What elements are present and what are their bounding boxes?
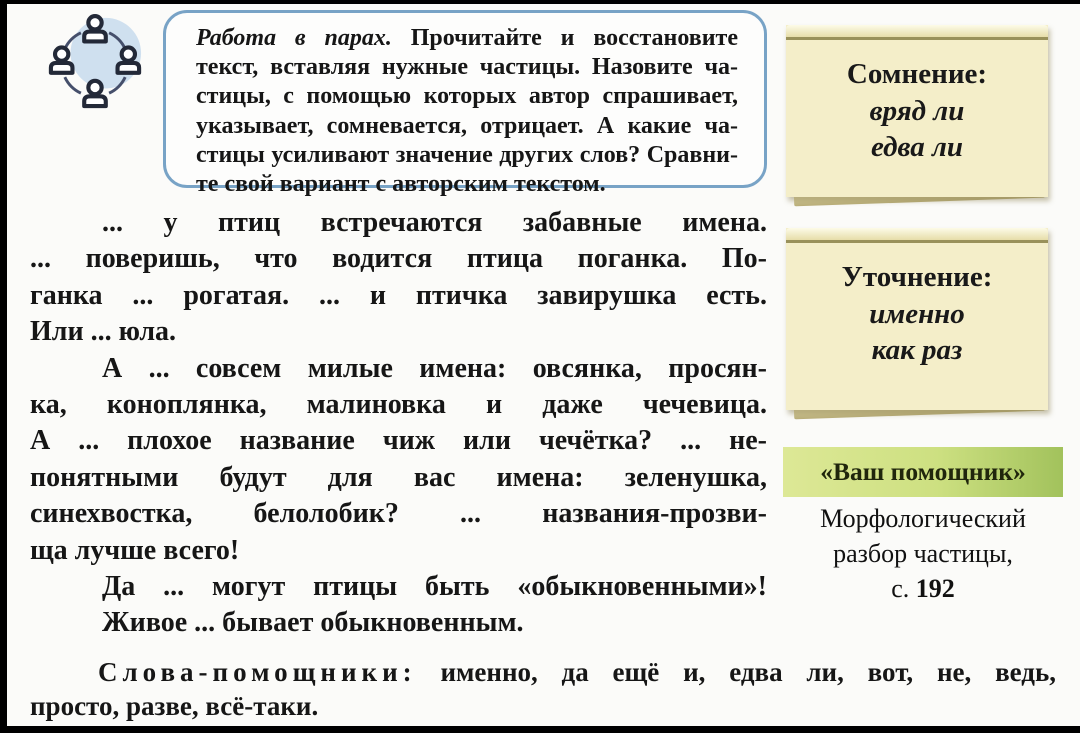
page-edge-left: [0, 0, 7, 733]
text-line: ка, коноплянка, малиновка и даже чечевица.: [30, 389, 767, 421]
note-doubt-title: Сомнение:: [846, 58, 988, 90]
note-clarify-item: именно: [869, 297, 965, 330]
exercise-text: [30, 205, 767, 642]
text-line: ганка ... рогатая. ... и птичка завирушка есть.: [30, 279, 767, 311]
helper-words-section: [30, 655, 1056, 723]
instruction-line: стицы, с помощью которых автор спрашивает,: [196, 83, 738, 110]
instruction-line: текст, вставляя нужные частицы. Назовите ча-: [196, 54, 738, 81]
helper-reference: [779, 501, 1067, 606]
helper-reference-page: с. 192: [891, 574, 955, 603]
helper-words-line: просто, разве, всё-таки.: [30, 691, 319, 721]
instruction-line: стицы усиливают значение других слов? Сравни-: [196, 141, 738, 168]
text-line: Или ... юла.: [30, 316, 177, 348]
text-line: синехвостка, белолобик? ... названия-прозви-: [30, 498, 767, 530]
text-line: Живое ... бывает обыкновенным.: [102, 607, 524, 639]
text-line: понятными будут для вас имена: зеленушка,: [30, 461, 767, 493]
page-edge-bottom: [0, 726, 1080, 733]
note-doubt-item: едва ли: [870, 131, 964, 163]
note-doubt-item: вряд ли: [869, 94, 965, 127]
instruction-line: указывает, сомневается, отрицает. А какие ча-: [196, 112, 738, 139]
instruction-line: [196, 24, 738, 53]
instruction-line: те свой вариант с авторским текстом.: [196, 171, 606, 198]
helper-words-list: именно, да ещё и, едва ли, вот, не, ведь,: [440, 657, 1056, 687]
task-instruction-box: [163, 10, 767, 198]
instruction-lead-italic: Работа в парах.: [196, 25, 392, 51]
text-line: ща лучше всего!: [30, 534, 240, 566]
text-line: ... у птиц встречаются забавные имена.: [102, 207, 767, 238]
text-line: Да ... могут птицы быть «обыкновенными»!: [102, 571, 767, 603]
page-number: 192: [915, 574, 955, 603]
sticky-note-binding: [786, 228, 1048, 243]
sticky-note-doubt: [786, 25, 1048, 197]
your-helper-banner: «Ваш помощник»: [783, 447, 1063, 497]
helper-reference-line: разбор частицы,: [833, 539, 1013, 568]
sticky-note-binding: [786, 25, 1048, 40]
text-line: А ... совсем милые имена: овсянка, просян-: [102, 352, 767, 384]
helper-words-label: Слова-помощники:: [98, 657, 417, 687]
text-line: ... поверишь, что водится птица поганка. По-: [30, 243, 767, 275]
helper-reference-line: Морфологический: [820, 504, 1026, 533]
pair-work-icon: [46, 12, 144, 110]
helper-words-line: [30, 655, 1056, 689]
page-edge-top: [0, 0, 1080, 4]
text-line: А ... плохое название чиж или чечётка? ... не-: [30, 425, 767, 457]
note-clarify-title: Уточнение:: [841, 261, 993, 293]
instruction-line-rest: Прочитайте и восстановите: [410, 25, 739, 51]
note-clarify-item: как раз: [871, 334, 963, 366]
sticky-note-clarify: [786, 228, 1048, 410]
people-circle-icon: [46, 12, 144, 110]
